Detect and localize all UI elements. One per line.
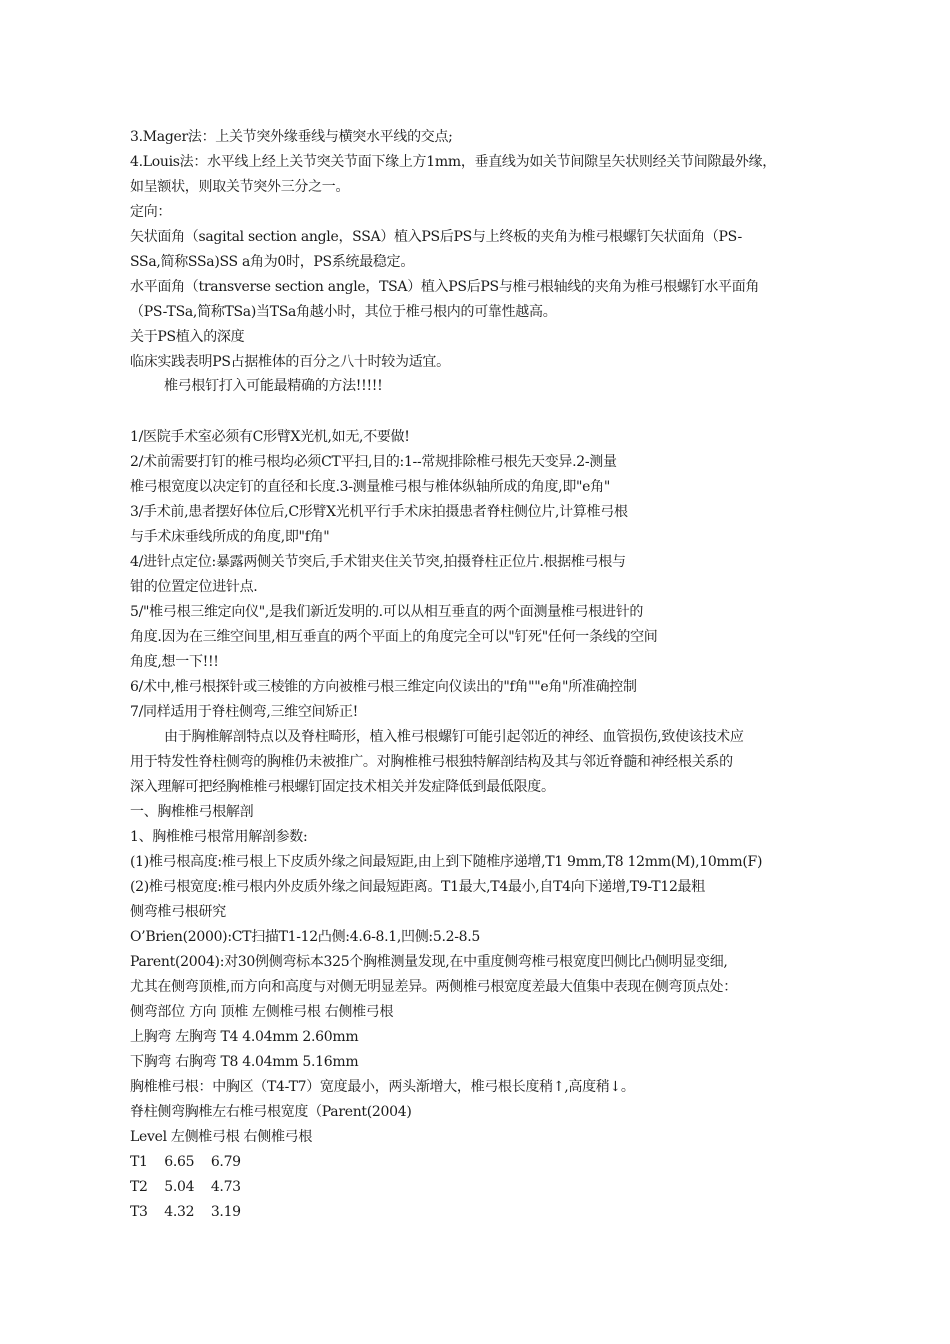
step-line: 钳的位置定位进针点.	[130, 579, 258, 595]
section-label: 关于PS植入的深度	[130, 329, 245, 345]
text-line: 临床实践表明PS占据椎体的百分之八十时较为适宜。	[130, 354, 450, 370]
step-line: 5/"椎弓根三维定向仪",是我们新近发明的.可以从相互垂直的两个面测量椎弓根进针的	[130, 604, 644, 620]
text-line: 尤其在侧弯顶椎,而方向和高度与对侧无明显差异。两侧椎弓根宽度差最大值集中表现在侧弯顶点处：	[130, 979, 737, 995]
table-row: 下胸弯 右胸弯 T8 4.04mm 5.16mm	[130, 1054, 359, 1070]
paragraph-line: 用于特发性脊柱侧弯的胸椎仍未被推广。对胸椎椎弓根独特解剖结构及其与邻近脊髓和神经根关系的	[130, 754, 733, 770]
text-line: 3.Mager法：上关节突外缘垂线与横突水平线的交点;	[130, 129, 453, 145]
text-line: (1)椎弓根高度:椎弓根上下皮质外缘之间最短距,由上到下随椎序递增,T1 9mm,T8 12mm(M),10mm(F)	[130, 854, 763, 870]
text-line: Parent(2004):对30例侧弯标本325个胸椎测量发现,在中重度侧弯椎弓根宽度凹侧比凸侧明显变细,	[130, 954, 728, 970]
text-line: O’Brien(2000):CT扫描T1-12凸侧:4.6-8.1,凹侧:5.2-8.5	[130, 929, 481, 945]
step-line: 与手术床垂线所成的角度,即"f角"	[130, 529, 330, 545]
step-line: 3/手术前,患者摆好体位后,C形臂X光机平行手术床拍摄患者脊柱侧位片,计算椎弓根	[130, 504, 628, 520]
text-line: 侧弯椎弓根研究	[130, 904, 226, 920]
text-line: 胸椎椎弓根：中胸区（T4-T7）宽度最小，两头渐增大，椎弓根长度稍↑,高度稍↓。	[130, 1079, 635, 1095]
table-header: 侧弯部位 方向 顶椎 左侧椎弓根 右侧椎弓根	[130, 1004, 394, 1020]
table-caption: 脊柱侧弯胸椎左右椎弓根宽度（Parent(2004)	[130, 1104, 412, 1120]
text-line: SSa,简称SSa)SS a角为0时，PS系统最稳定。	[130, 254, 415, 270]
step-line: 6/术中,椎弓根探针或三棱锥的方向被椎弓根三维定向仪读出的"f角""e角"所准确控制	[130, 679, 637, 695]
table-row: T3 4.32 3.19	[130, 1204, 241, 1220]
text-line: 水平面角（transverse section angle，TSA）植入PS后PS与椎弓根轴线的夹角为椎弓根螺钉水平面角	[130, 279, 760, 295]
text-line: 矢状面角（sagital section angle，SSA）植入PS后PS与上终板的夹角为椎弓根螺钉矢状面角（PS-	[130, 229, 742, 245]
subheading: 椎弓根钉打入可能最精确的方法!!!!!	[164, 378, 383, 394]
table-row: 上胸弯 左胸弯 T4 4.04mm 2.60mm	[130, 1029, 359, 1045]
step-line: 1/医院手术室必须有C形臂X光机,如无,不要做!	[130, 429, 410, 445]
step-line: 椎弓根宽度以决定钉的直径和长度.3-测量椎弓根与椎体纵轴所成的角度,即"e角"	[130, 479, 611, 495]
text-line: （PS-TSa,简称TSa)当TSa角越小时，其位于椎弓根内的可靠性越高。	[130, 304, 557, 320]
paragraph-line: 深入理解可把经胸椎椎弓根螺钉固定技术相关并发症降低到最低限度。	[130, 779, 555, 795]
section-heading: 一、胸椎椎弓根解剖	[130, 804, 254, 820]
table-row: T1 6.65 6.79	[130, 1154, 241, 1170]
step-line: 角度,想一下!!!	[130, 654, 219, 670]
step-line: 角度.因为在三维空间里,相互垂直的两个平面上的角度完全可以"钉死"任何一条线的空间	[130, 629, 658, 645]
text-line: 4.Louis法：水平线上经上关节突关节面下缘上方1mm，垂直线为如关节间隙呈矢状则经关节间隙最外缘，	[130, 154, 776, 170]
step-line: 4/进针点定位:暴露两侧关节突后,手术钳夹住关节突,拍摄脊柱正位片.根据椎弓根与	[130, 554, 626, 570]
table-header: Level 左侧椎弓根 右侧椎弓根	[130, 1129, 313, 1145]
subsection-heading: 1、胸椎椎弓根常用解剖参数:	[130, 829, 308, 845]
section-label: 定向：	[130, 204, 172, 220]
text-line: (2)椎弓根宽度:椎弓根内外皮质外缘之间最短距离。T1最大,T4最小,自T4向下递增,T9-T12最粗	[130, 879, 705, 895]
step-line: 2/术前需要打钉的椎弓根均必须CT平扫,目的:1--常规排除椎弓根先天变异.2-测量	[130, 454, 617, 470]
step-line: 7/同样适用于脊柱侧弯,三维空间矫正!	[130, 704, 358, 720]
text-line: 如呈额状，则取关节突外三分之一。	[130, 179, 350, 195]
table-row: T2 5.04 4.73	[130, 1179, 241, 1195]
paragraph-line: 由于胸椎解剖特点以及脊柱畸形，植入椎弓根螺钉可能引起邻近的神经、血管损伤,致使该技术应	[164, 729, 744, 745]
